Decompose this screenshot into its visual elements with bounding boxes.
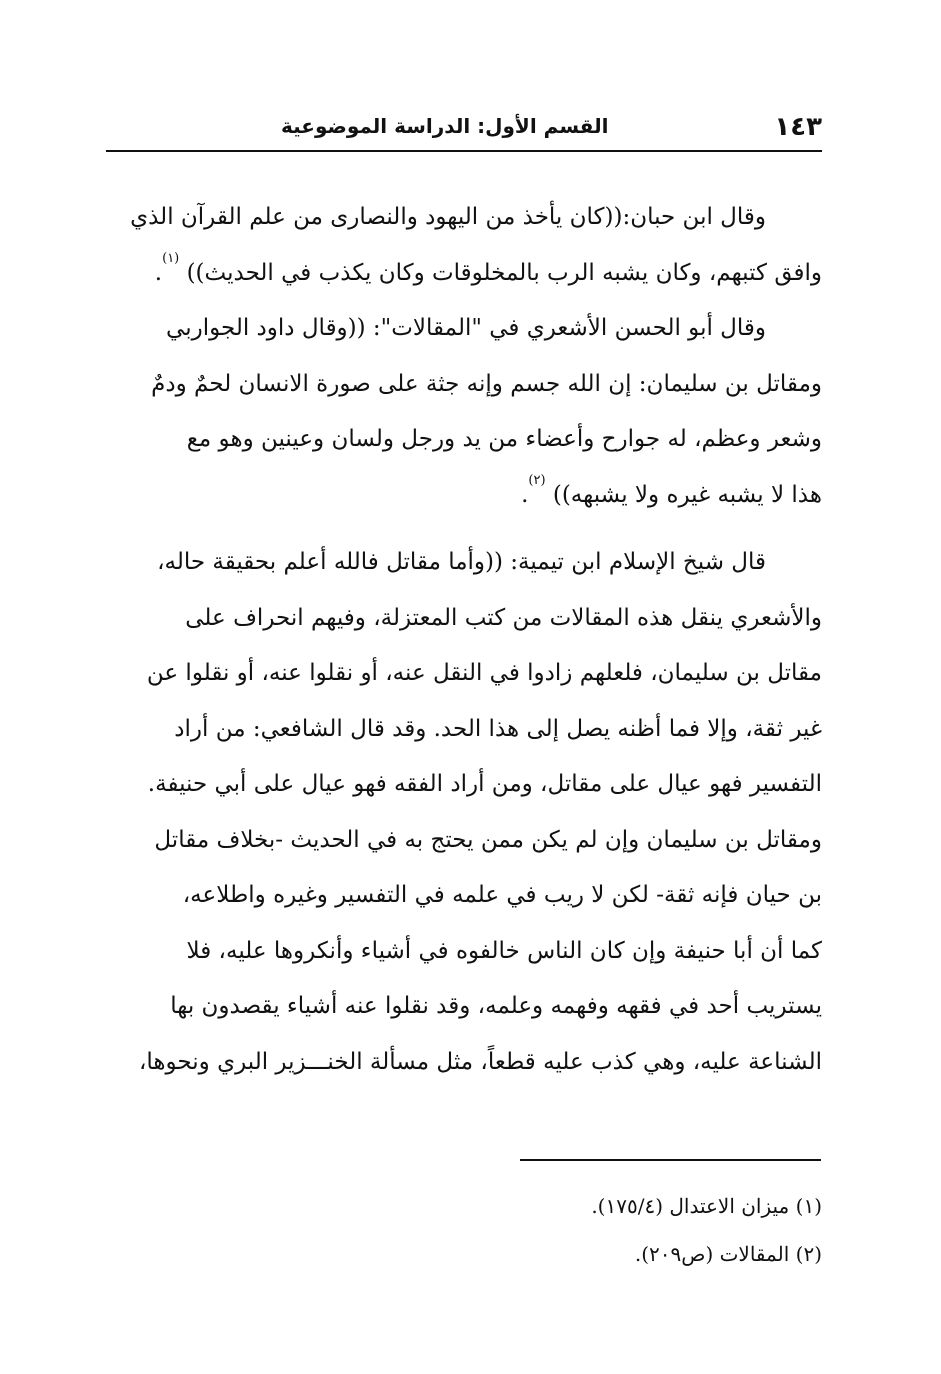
main-text — [106, 190, 822, 1090]
section-title: القسم الأول: الدراسة الموضوعية — [281, 114, 609, 138]
sentence-end: . — [521, 481, 529, 508]
text-line: كما أن أبا حنيفة وإن كان الناس خالفوه في أشياء وأنكروها عليه، فلا — [186, 937, 822, 964]
text-line: قال شيخ الإسلام ابن تيمية: ((وأما مقاتل فالله أعلم بحقيقة حاله، — [157, 549, 766, 575]
text-line — [106, 246, 822, 302]
running-header — [106, 102, 822, 152]
sentence-end: . — [154, 259, 163, 286]
text-line: التفسير فهو عيال على مقاتل، ومن أراد الفقه فهو عيال على أبي حنيفة. — [147, 771, 822, 797]
text-line: وشعر وعظم، له جوارح وأعضاء من يد ورجل ولسان وعينين وهو مع — [186, 426, 822, 452]
text-line: وقال ابن حبان:((كان يأخذ من اليهود والنصارى من علم القرآن الذي — [130, 204, 766, 230]
text-line: وقال أبو الحسن الأشعري في "المقالات": ((وقال داود الجواربي — [166, 315, 766, 341]
text-line — [106, 468, 822, 524]
text-line: غير ثقة، وإلا فما أظنه يصل إلى هذا الحد. وقد قال الشافعي: من أراد — [174, 715, 822, 742]
text-line-content: وافق كتبهم، وكان يشبه الرب بالمخلوقات وكان يكذب في الحديث)) — [186, 259, 822, 286]
footnote-2: (٢) المقالات (ص٢٠٩). — [634, 1242, 822, 1266]
text-line-content: هذا لا يشبه غيره ولا يشبهه)) — [552, 481, 822, 508]
text-line: يستريب أحد في فقهه وفهمه وعلمه، وقد نقلوا عنه أشياء يقصدون بها — [170, 993, 822, 1019]
text-line: بن حيان فإنه ثقة- لكن لا ريب في علمه في التفسير وغيره واطلاعه، — [182, 882, 822, 908]
footnote-ref: (٢) — [528, 472, 546, 488]
footnote-ref: (١) — [162, 250, 180, 266]
text-line: والأشعري ينقل هذه المقالات من كتب المعتزلة، وفيهم انحراف على — [185, 604, 822, 631]
footnotes — [106, 1182, 822, 1278]
text-line: ومقاتل بن سليمان وإن لم يكن ممن يحتج به في الحديث -بخلاف مقاتل — [154, 826, 822, 853]
text-line: الشناعة عليه، وهي كذب عليه قطعاً، مثل مسألة الخنـــزير البري ونحوها، — [138, 1048, 822, 1075]
footnote-rule — [520, 1159, 821, 1161]
text-line: مقاتل بن سليمان، فلعلهم زادوا في النقل عنه، أو نقلوا عنه، أو نقلوا عن — [146, 660, 822, 686]
text-line: ومقاتل بن سليمان: إن الله جسم وإنه جثة على صورة الانسان لحمٌ ودمٌ — [151, 370, 822, 397]
header-rule — [106, 150, 822, 152]
paragraph-gap — [106, 523, 822, 535]
footnote-1: (١) ميزان الاعتدال (١٧٥/٤). — [591, 1194, 822, 1218]
page-number: ١٤٣ — [774, 112, 822, 142]
